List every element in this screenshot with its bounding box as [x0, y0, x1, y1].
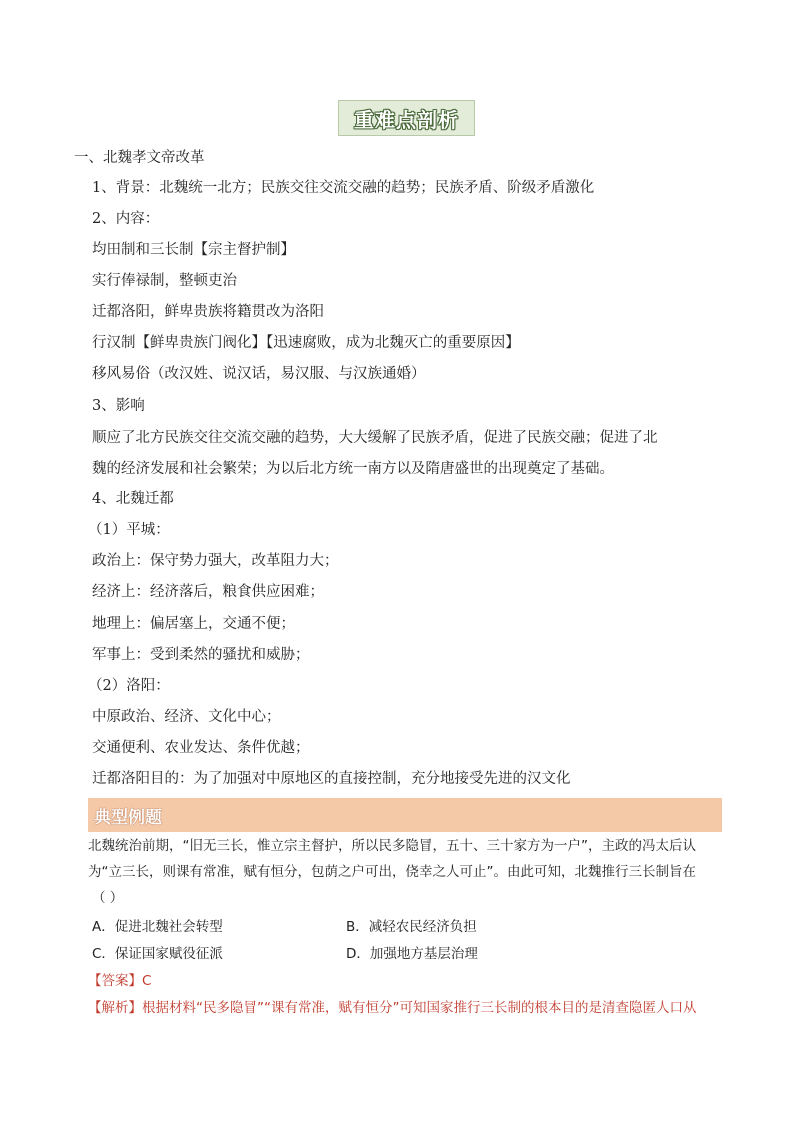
- option-b[interactable]: B．减轻农民经济负担: [346, 919, 477, 935]
- question-line: 北魏统治前期，“旧无三长，惟立宗主督护，所以民多隐冒，五十、三十家方为一户”，主政的冯太后认: [88, 838, 696, 854]
- content-item: 行汉制【鲜卑贵族门阀化】【迅速腐败，成为北魏灭亡的重要原因】: [92, 335, 520, 351]
- impact-heading: 3、影响: [92, 398, 145, 414]
- luoyang-heading: （2）洛阳：: [88, 678, 170, 694]
- option-c[interactable]: C．保证国家赋役征派: [92, 946, 223, 962]
- option-d[interactable]: D．加强地方基层治理: [346, 946, 478, 962]
- luoyang-item: 迁都洛阳目的：为了加强对中原地区的直接控制，充分地接受先进的汉文化: [92, 771, 571, 787]
- luoyang-item: 交通便利、农业发达、条件优越；: [92, 740, 310, 756]
- content-item: 迁都洛阳，鲜卑贵族将籍贯改为洛阳: [92, 304, 324, 320]
- content-item: 实行俸禄制，整顿吏治: [92, 273, 237, 289]
- content-heading: 2、内容：: [92, 211, 160, 227]
- content-item: 移风易俗（改汉姓、说汉话，易汉服、与汉族通婚）: [92, 366, 426, 382]
- example-banner-label: 典型例题: [94, 807, 162, 828]
- page-title-box: [338, 100, 475, 136]
- question-blank: （ ）: [92, 890, 124, 906]
- pingcheng-heading: （1）平城：: [88, 522, 170, 538]
- pingcheng-item: 政治上：保守势力强大，改革阻力大；: [92, 553, 339, 569]
- option-a[interactable]: A．促进北魏社会转型: [92, 919, 223, 935]
- example-banner: [88, 798, 722, 832]
- question-line: 为“立三长，则课有常准，赋有恒分，包荫之户可出，侥幸之人可止”。由此可知，北魏推行三长制旨在: [88, 864, 696, 880]
- pingcheng-item: 地理上：偏居塞上，交通不便；: [92, 616, 295, 632]
- pingcheng-item: 军事上：受到柔然的骚扰和威胁；: [92, 647, 310, 663]
- content-item: 均田制和三长制【宗主督护制】: [92, 242, 295, 258]
- section-heading: 一、北魏孝文帝改革: [74, 150, 205, 166]
- move-heading: 4、北魏迁都: [92, 491, 174, 507]
- luoyang-item: 中原政治、经济、文化中心；: [92, 709, 281, 725]
- background-line: 1、背景：北魏统一北方；民族交往交流交融的趋势；民族矛盾、阶级矛盾激化: [92, 180, 595, 196]
- impact-line: 魏的经济发展和社会繁荣；为以后北方统一南方以及隋唐盛世的出现奠定了基础。: [92, 461, 614, 477]
- page-title: 重难点剖析: [354, 107, 459, 132]
- answer-line: 【答案】C: [88, 973, 152, 989]
- analysis-line: 【解析】根据材料“民多隐冒”“课有常准，赋有恒分”可知国家推行三长制的根本目的是清查隐匿人口从: [88, 1000, 697, 1016]
- pingcheng-item: 经济上：经济落后，粮食供应困难；: [92, 584, 324, 600]
- impact-line: 顺应了北方民族交往交流交融的趋势，大大缓解了民族矛盾，促进了民族交融；促进了北: [92, 430, 658, 446]
